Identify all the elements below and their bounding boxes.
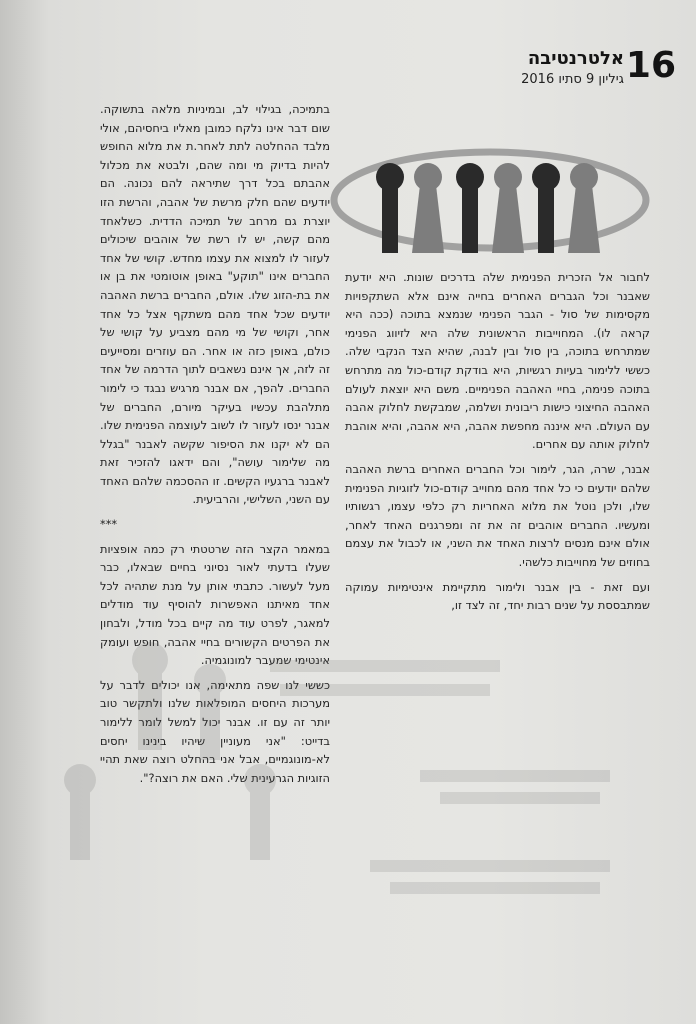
paragraph: במאמר הקצר הזה שרטטתי רק כמה אופציות שעלו בדעתי לאור נסיוני בחיים שבאלו, כבר מעל לעשור. כתבתי אותן על מנת שתהיה לכל אחד מאיתנו האפשרות להוסיף עוד מודלים למאגר, לפרט עוד מה קיים בכל מודל, ולבחון את הפרטים הקשורים בחיי אהבה, חופש ועומק אינטימי שמעבר למונוגמיה. [100, 541, 330, 668]
paragraph: כששי לנו שפה מתאימה, אנו יכולים לדבר על מערכות היחסים המופלאות שלנו ולתקשר טוב יותר זה עם זו. אבנר יכול למשל לומר ללימור בדייט: "אני מעוניין שיהיו בינינו יחסים לא-מונוגמיים, אבל אני בהחלט רוצה שאת תהיי הזוגיות הגרעינית שלי. האם את רוצה?". [100, 677, 330, 785]
six-figures-in-oval-icon [330, 145, 650, 260]
issue-line: גיליון 9 סתיו 2016 [521, 72, 624, 87]
paragraph: ועם זאת - בין אבנר ולימור מתקיימת אינטימיות עמוקה שמתבססת על שנים רבות יחד, זה לצד זו, [345, 579, 650, 613]
section-separator: *** [100, 517, 118, 532]
page-number: 16 [625, 45, 676, 86]
magazine-title: אלטרנטיבה [527, 48, 624, 69]
paragraph: אבנר, שרה, הגר, לימור וכל החברים האחרים ברשת האהבה שלהם יודעים כי כל אחד מהם מחוייב קודם-כול לזוגיות הפנימית שלו, ולכן נוטל את מלוא האחריות רק כלפי עצמו, רגשותיו ומעשיו. החברים אוהבים זה את זה ומפרגנים האחד לאחר, אולם אינם מנסים לרצות האחד את השני, או לכבול את עצמם בחוזים של מחוייבות כלשהי. [345, 461, 650, 569]
right-column [345, 268, 650, 621]
left-column [100, 100, 330, 793]
paragraph: לחבור אל הזכרית הפנימית שלה בדרכים שונות. היא יודעת שאבנר וכל הגברים האחרים בחייה אינם אלא השתקפויות מקסימות של סול - הגבר הפנימי שנמצא בתוכה (ככה היא קראה לו). המחוייבות הראשונית שלה היא לזיווג הפנימי שמתרחש בתוכה, בין סול ובין לבנה, שהיא הצד הנקבי שלה. כששי ללימור בעיות רגשיות, היא בודקת קודם-כול מה מתרחש בתוכה פנימה, בחיי האהבה הפנימיים. משם היא יוצאת לעולם האהבה החיצוני כישות ריבונית ושלמה, שמבקשת לחלוק אהבה עם העולם. היא איננה מחפשת אהבה, היא אהבה, והיא אוהבת לחלוק אותה עם אחרים. [345, 270, 650, 452]
page-header [456, 46, 676, 116]
paragraph: בתמיכה, בגילוי לב, ובמיניות מלאה בתשוקה. שום דבר אינו נלקח כמובן מאליו ביחסיהם, אולי מלבד ההחלטה לתת לאחר.ת את מלוא החופש להיות בדיוק מי ומה שהם, ולבטא את מכלול אהבתם בכל דרך שתיראה להם נכונה. הם יודעים שהם חלק מרשת של אהבה, והרשת הזו יוצרת גם מרחב של תמיכה הדדית. כשלאחד מהם קשה, יש לו רשת של אוהבים שיכולים לעזור לו למצוא את עצמו מחדש. קושי של אחד החברים אינו "תוקע" באופן אוטומטי את בן או את בת-הזוג שלו. אולם, החברים ברשת האהבה יודעים שכל אחד מהם משתקף אצל כל אחד אחר, וקושי של מי מהם מצביע על קושי של כולם, באופן כזה או אחר. הם עוזרים ומסייעים זה לזה, אך אינם נשאבים לתוך הדרמה של אחד החברים. להפך, אם אבנר מרגיש נבגד כי לימור מתלהבת עכשיו בעיקר מיורם, החברים של אבנר ינסו לעזור לו לשוב לעוצמה הפנימית שלו. הם לא יקנו את הסיפור שקשה לאבנר "בגלל מה שלימור עושה", והם ידאגו להזכיר זאת לאבנר ברגעיו הקשים. זו ההסכמה שלהם האחד עם השני, השלישי, והרביעית. [100, 102, 330, 507]
